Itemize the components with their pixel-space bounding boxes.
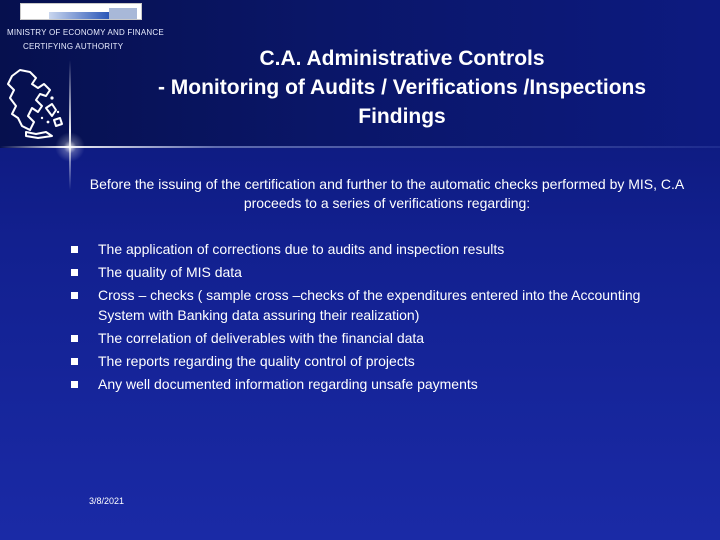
- slide-title: [92, 44, 712, 131]
- square-bullet-icon: [71, 292, 78, 299]
- square-bullet-icon: [71, 358, 78, 365]
- ministry-name: MINISTRY OF ECONOMY AND FINANCE: [7, 28, 164, 37]
- square-bullet-icon: [71, 246, 78, 253]
- list-item-text: The application of corrections due to audits and inspection results: [98, 241, 505, 257]
- footer-date: 3/8/2021: [89, 496, 125, 506]
- title-line-2: - Monitoring of Audits / Verifications /Inspections: [157, 76, 647, 99]
- list-item-text: The correlation of deliverables with the financial data: [98, 329, 425, 346]
- title-line-1: C.A. Administrative Controls: [259, 47, 545, 70]
- list-item-text: The reports regarding the quality control of projects: [98, 352, 415, 369]
- authority-name: CERTIFYING AUTHORITY: [23, 42, 124, 51]
- list-item: [70, 240, 690, 260]
- square-bullet-icon: [71, 381, 78, 388]
- greece-map-icon: [2, 64, 68, 140]
- list-item: [70, 329, 690, 349]
- list-item-text: The quality of MIS data: [98, 264, 242, 280]
- title-line-3: Findings: [358, 105, 446, 128]
- light-flare-glow: [55, 132, 85, 162]
- list-item: [70, 286, 690, 325]
- light-flare-vertical: [69, 60, 71, 190]
- square-bullet-icon: [71, 335, 78, 342]
- intro-paragraph: Before the issuing of the certification and further to the automatic checks performed by MIS, C.A proceeds to a series of verifications regarding:: [89, 176, 685, 211]
- bullet-list: [70, 240, 690, 398]
- list-item-text: Cross – checks ( sample cross –checks of the expenditures entered into the Accounting System with Banking data assuring their realization): [98, 287, 641, 323]
- ministry-logo-icon: [20, 3, 142, 20]
- list-item: [70, 352, 690, 372]
- list-item-text: Any well documented information regarding unsafe payments: [98, 375, 478, 392]
- square-bullet-icon: [71, 269, 78, 276]
- list-item: [70, 263, 690, 283]
- list-item: [70, 375, 690, 395]
- light-flare-horizontal: [0, 146, 720, 148]
